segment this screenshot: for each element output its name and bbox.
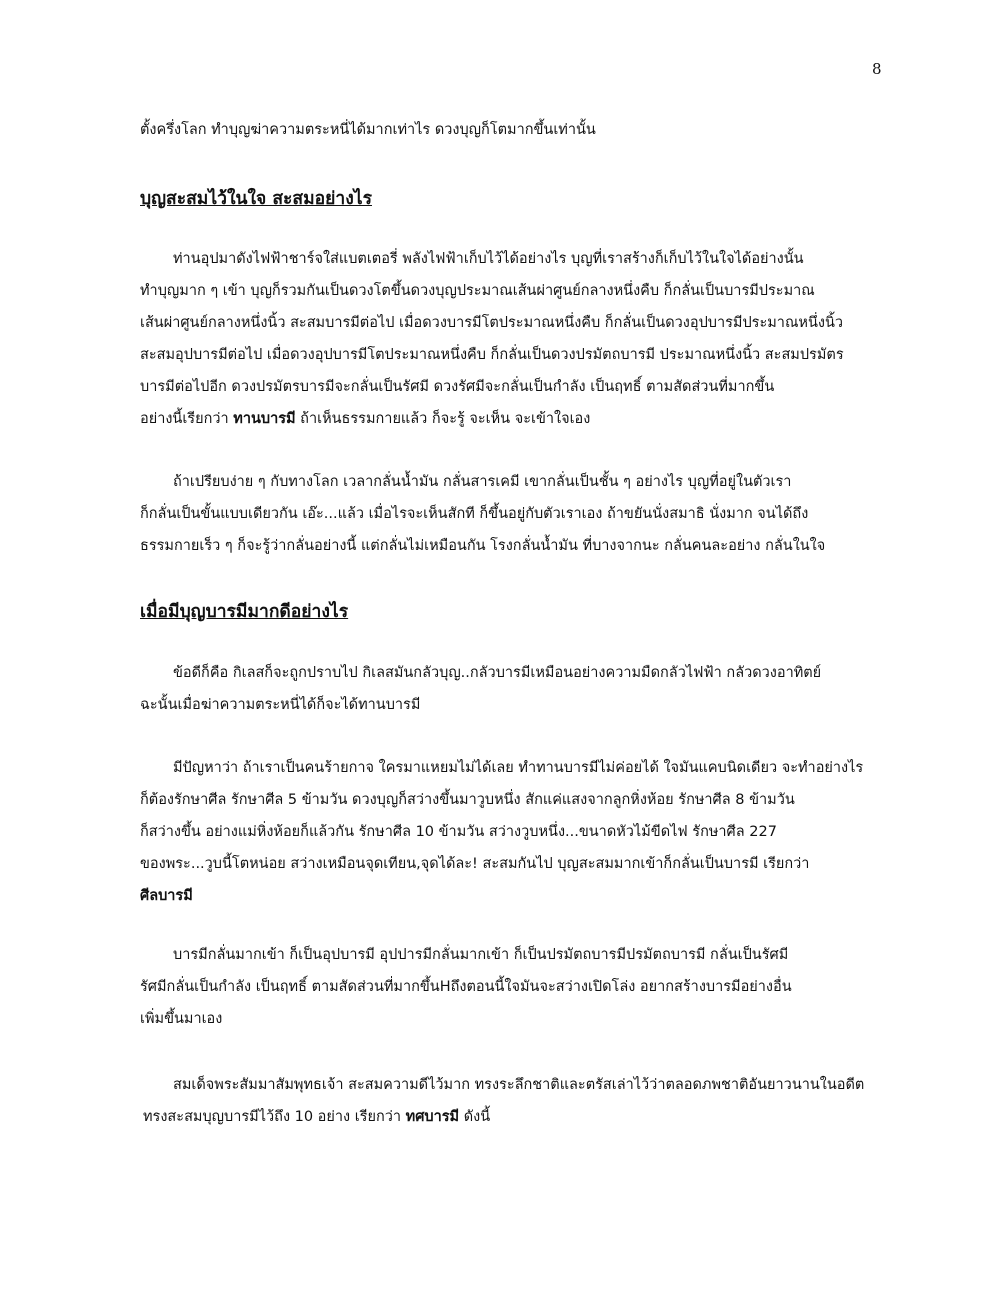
paragraph-line: ถ้าเปรียบง่าย ๆ กับทางโลก เวลากลั่นน้ำมัน กลั่นสารเคมี เขากลั่นเป็นชั้น ๆ อย่างไร บุญที่อยู่ในตัวเรา <box>173 474 792 490</box>
term-dana-parami: ทานบารมี <box>233 411 296 427</box>
paragraph-line: บารมีกลั่นมากเข้า ก็เป็นอุปบารมี อุปปารมีกลั่นมากเข้า ก็เป็นปรมัตถบารมีปรมัตถบารมี กลั่นเป็นรัศมี <box>173 947 789 963</box>
paragraph-line: เส้นผ่าศูนย์กลางหนึ่งนิ้ว สะสมบารมีต่อไป เมื่อดวงบารมีโตประมาณหนึ่งคืบ ก็กลั่นเป็นดวงอุปบารมีประมาณหนึ่งนิ้ว <box>140 315 844 331</box>
section-heading-2: เมื่อมีบุญบารมีมากดีอย่างไร <box>140 602 349 622</box>
paragraph-line: ก็กลั่นเป็นขั้นแบบเดียวกัน เอ๊ะ...แล้ว เมื่อไรจะเห็นสักที ก็ขึ้นอยู่กับตัวเราเอง ถ้าขยันนั่งสมาธิ นั่งมาก จนได้ถึง <box>140 506 809 522</box>
paragraph-line: มีปัญหาว่า ถ้าเราเป็นคนร้ายกาจ ใครมาแหยมไม่ได้เลย ทำทานบารมีไม่ค่อยได้ ใจมันแคบนิดเดียว จะทำอย่างไร <box>173 760 864 776</box>
paragraph-line: ก็สว่างขึ้น อย่างแม่หิ่งห้อยก็แล้วกัน รักษาศีล 10 ข้ามวัน สว่างวูบหนึ่ง...ขนาดหัวไม้ขีดไฟ รักษาศีล 227 <box>140 824 777 840</box>
paragraph-line: ฉะนั้นเมื่อฆ่าความตระหนี่ได้ก็จะได้ทานบารมี <box>140 697 421 713</box>
section-heading-1: บุญสะสมไว้ในใจ สะสมอย่างไร <box>140 189 372 209</box>
paragraph-line: รัศมีกลั่นเป็นกำลัง เป็นฤทธิ์ ตามสัดส่วนที่มากขึ้นHถึงตอนนี้ใจมันจะสว่างเปิดโล่ง อยากสร้างบารมีอย่างอื่น <box>140 979 792 995</box>
paragraph-line: ของพระ...วูบนี้โตหน่อย สว่างเหมือนจุดเทียน,จุดได้ละ! สะสมกันไป บุญสะสมมากเข้าก็กลั่นเป็นบารมี เรียกว่า <box>140 856 810 872</box>
term-thotsaparami: ทศบารมี <box>405 1109 460 1125</box>
text-run: ดังนี้ <box>459 1109 491 1125</box>
paragraph-line: สมเด็จพระสัมมาสัมพุทธเจ้า สะสมความดีไว้มาก ทรงระลึกชาติและตรัสเล่าไว้ว่าตลอดภพชาติอันยาวนานในอดีต <box>173 1077 865 1093</box>
term-sila-parami: ศีลบารมี <box>140 888 193 904</box>
paragraph-line: เพิ่มขึ้นมาเอง <box>140 1011 223 1027</box>
text-run: อย่างนี้เรียกว่า <box>140 411 234 427</box>
text-run: ทรงสะสมบุญบารมีไว้ถึง 10 อย่าง เรียกว่า <box>143 1109 406 1125</box>
paragraph-line <box>140 409 590 429</box>
paragraph-line: ข้อดีก็คือ กิเลสก็จะถูกปราบไป กิเลสมันกลัวบุญ..กลัวบารมีเหมือนอย่างความมืดกลัวไฟฟ้า กลัวดวงอาทิตย์ <box>173 665 822 681</box>
intro-line: ตั้งครึ่งโลก ทำบุญฆ่าความตระหนี่ได้มากเท่าไร ดวงบุญก็โตมากขึ้นเท่านั้น <box>140 122 596 138</box>
paragraph-line: ทำบุญมาก ๆ เข้า บุญก็รวมกันเป็นดวงโตขึ้นดวงบุญประมาณเส้นผ่าศูนย์กลางหนึ่งคืบ ก็กลั่นเป็นบารมีประมาณ <box>140 283 815 299</box>
paragraph-line: ธรรมกายเร็ว ๆ ก็จะรู้ว่ากลั่นอย่างนี้ แต่กลั่นไม่เหมือนกัน โรงกลั่นน้ำมัน ที่บางจากนะ กลั่นคนละอย่าง กลั่นในใจ <box>140 538 826 554</box>
paragraph-line: ท่านอุปมาดังไฟฟ้าชาร์จใส่แบตเตอรี่ พลังไฟฟ้าเก็บไว้ได้อย่างไร บุญที่เราสร้างก็เก็บไว้ในใจได้อย่างนั้น <box>173 251 804 267</box>
page-number: 8 <box>872 60 882 78</box>
paragraph-line <box>143 1107 490 1127</box>
text-run: ถ้าเห็นธรรมกายแล้ว ก็จะรู้ จะเห็น จะเข้าใจเอง <box>295 411 591 427</box>
paragraph-line: บารมีต่อไปอีก ดวงปรมัตรบารมีจะกลั่นเป็นรัศมี ดวงรัศมีจะกลั่นเป็นกำลัง เป็นฤทธิ์ ตามสัดส่วนที่มากขึ้น <box>140 379 775 395</box>
paragraph-line: สะสมอุปบารมีต่อไป เมื่อดวงอุปบารมีโตประมาณหนึ่งคืบ ก็กลั่นเป็นดวงปรมัตถบารมี ประมาณหนึ่งนิ้ว สะสมปรมัตร <box>140 347 844 363</box>
paragraph-line: ก็ต้องรักษาศีล รักษาศีล 5 ข้ามวัน ดวงบุญก็สว่างขึ้นมาวูบหนึ่ง สักแค่แสงจากลูกหิ่งห้อย รักษาศีล 8 ข้ามวัน <box>140 792 795 808</box>
